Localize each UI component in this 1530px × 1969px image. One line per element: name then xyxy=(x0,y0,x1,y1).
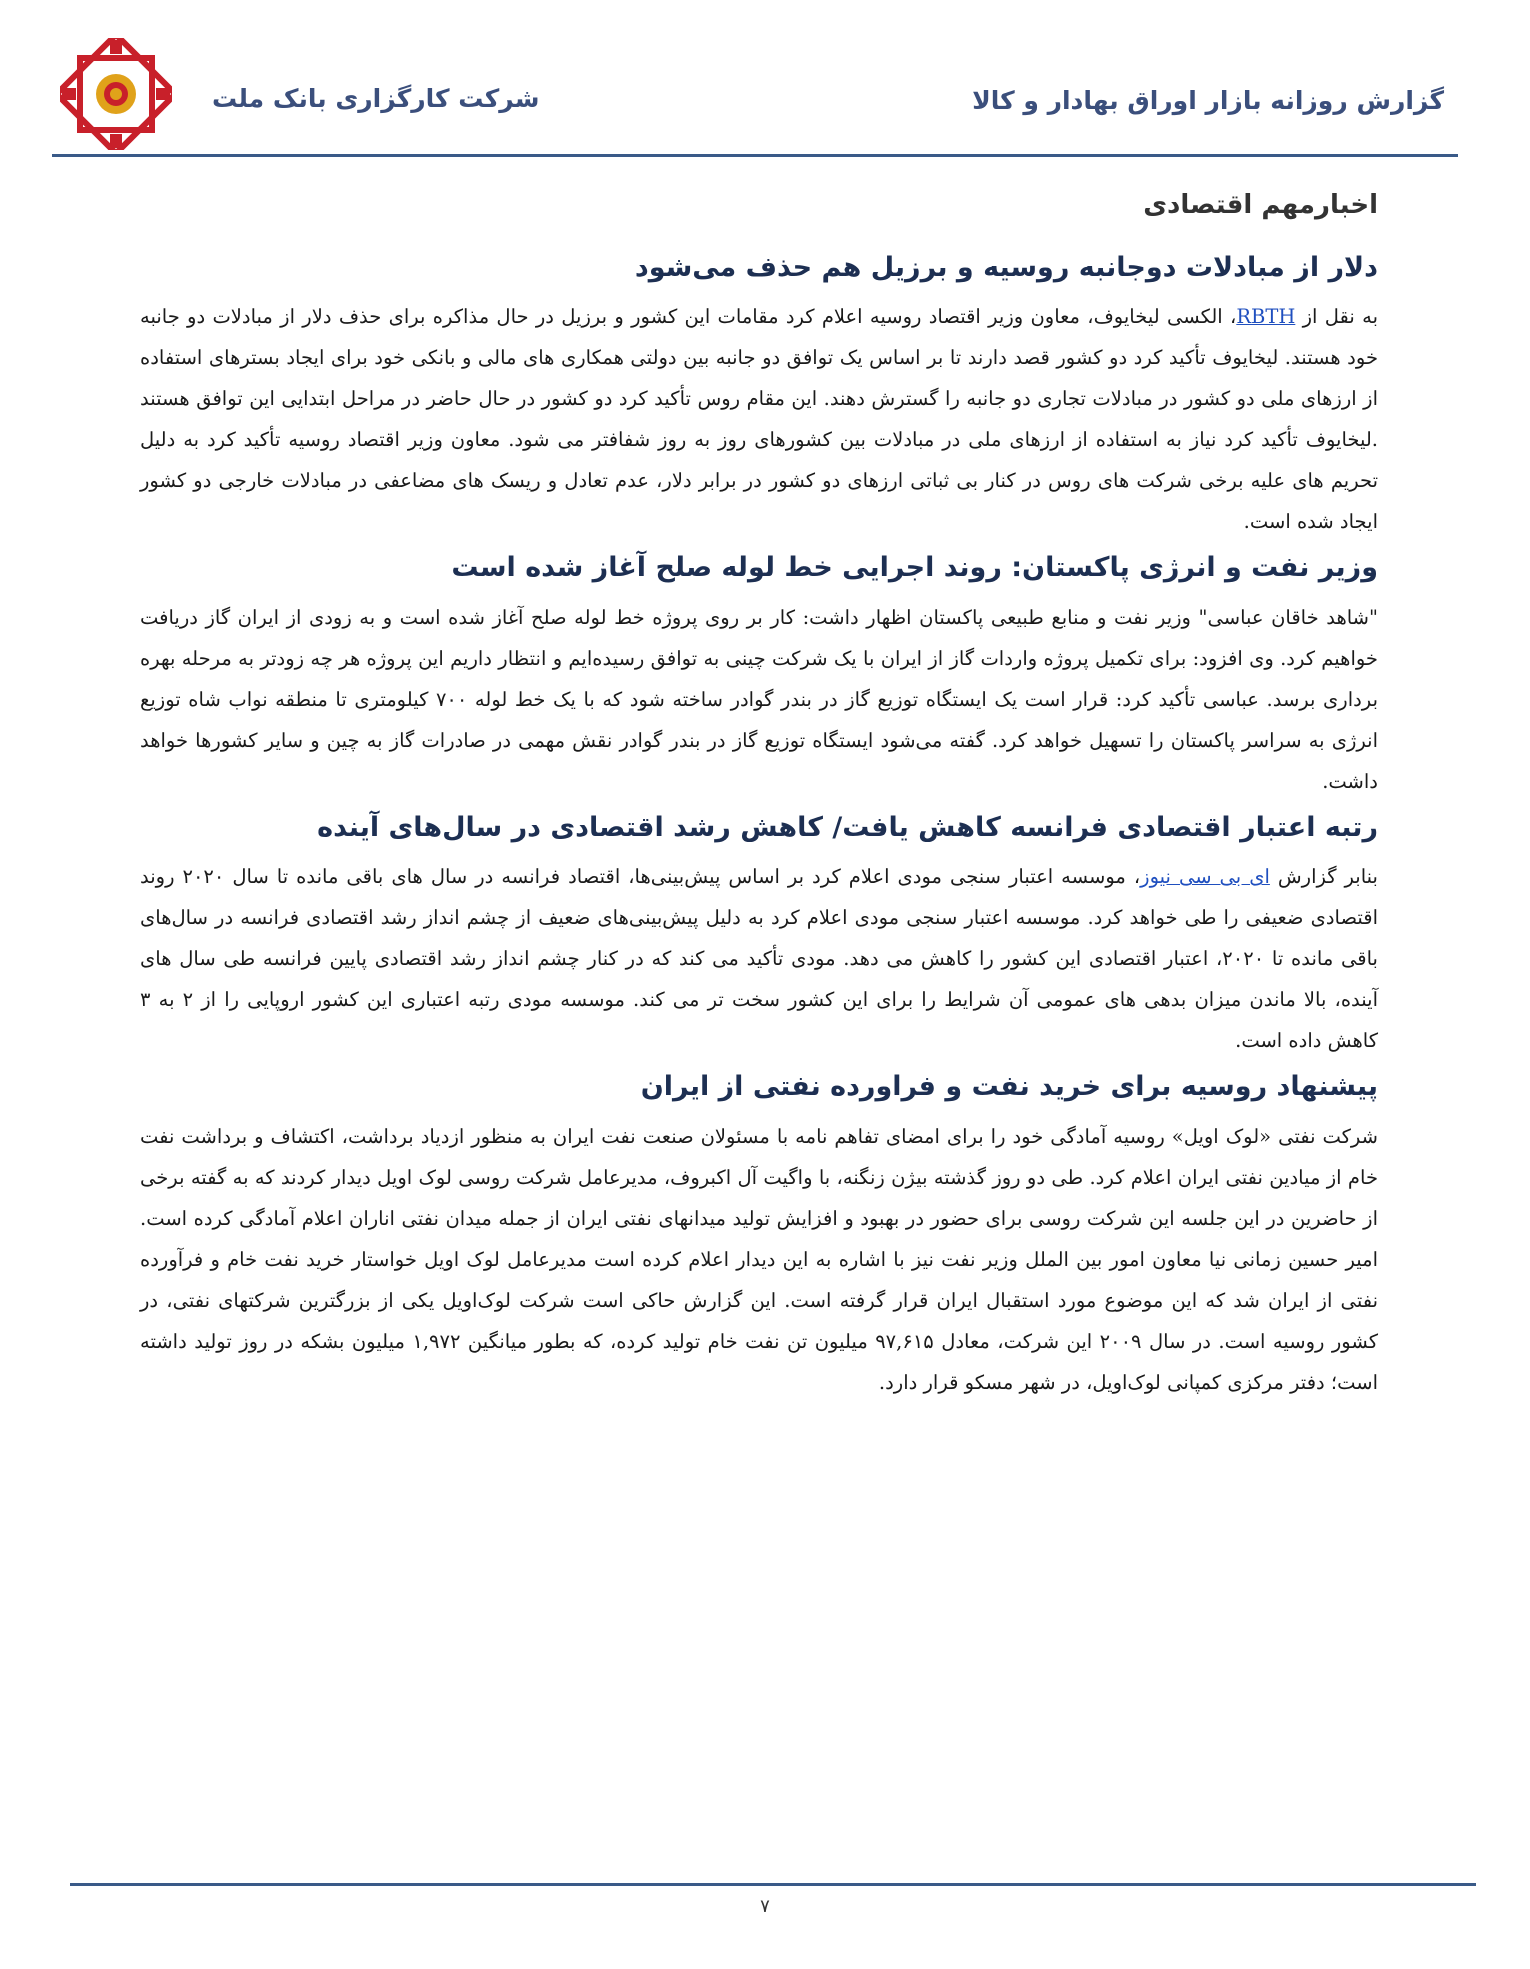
article-title: دلار از مبادلات دوجانبه روسیه و برزیل هم حذف می‌شود xyxy=(634,252,1378,283)
news-content xyxy=(140,180,1378,1411)
page-header xyxy=(52,38,1458,154)
company-name: شرکت کارگزاری بانک ملت xyxy=(212,84,540,113)
article-russia-oil-iran xyxy=(140,1069,1378,1402)
article-body xyxy=(140,296,1378,542)
article-dollar-russia-brazil xyxy=(140,250,1378,542)
article-text: ، الکسی لیخایوف، معاون وزیر اقتصاد روسیه اعلام کرد مقامات این کشور و برزیل در حال مذاکره برای حذف دلار از مبادلات دو جانبه خود هستند. لیخایوف تأکید کرد دو کشور قصد دارند تا بر اساس یک توافق دو جانبه بین دولتی همکاری های مالی و بانکی خود برای ایجاد بسترهای استفاده از ارزهای ملی دو کشور در مبادلات تجاری دو جانبه را گسترش دهند. این مقام روس تأکید کرد دو کشور در حال حاضر در مراحل ابتدایی این توافق هستند .لیخایوف تأکید کرد نیاز به استفاده از ارزهای ملی در مبادلات بین کشورهای روز به روز شفافتر می شود. معاون وزیر اقتصاد روسیه تأکید کرد به دلیل تحریم های علیه برخی شرکت های روس در کنار بی ثباتی ارزهای دو کشور در برابر دلار، عدم تعادل و ریسک های مضاعفی در مبادلات خارجی دو کشور ایجاد شده است. xyxy=(140,305,1378,534)
bank-mellat-logo xyxy=(60,38,172,150)
article-body: شرکت نفتی «لوک اویل» روسیه آمادگی خود را برای امضای تفاهم نامه با مسئولان صنعت نفت ایران به منظور ازدیاد برداشت، اکتشاف و برداشت نفت خام از میادین نفتی ایران اعلام کرد. طی دو روز گذشته بیژن زنگنه، با واگیت آل اکبروف، مدیرعامل شرکت روسی لوک اویل دیدار کردند که به گفته برخی از حاضرین در این جلسه این شرکت روسی برای حضور در بهبود و افزایش تولید میدانهای نفتی ایران از جمله میدان نفتی اناران اعلام آمادگی کرده است. امیر حسین زمانی نیا معاون امور بین الملل وزیر نفت نیز با اشاره به این دیدار اعلام کرده است مدیرعامل لوک اویل خواستار خرید نفت خام و فرآورده نفتی از ایران شد که این موضوع مورد استقبال ایران قرار گرفته است. این گزارش حاکی است شرکت لوک‌اویل یکی از بزرگترین شرکتهای نفتی، در کشور روسیه است. در سال ۲۰۰۹ این شرکت، معادل ۹۷,۶۱۵ میلیون تن نفت خام تولید کرده، که بطور میانگین ۱,۹۷۲ میلیون بشکه در روز تولید داشته است؛ دفتر مرکزی کمپانی لوک‌اویل، در شهر مسکو قرار دارد. xyxy=(140,1124,1379,1394)
article-pakistan-pipeline xyxy=(140,550,1378,801)
article-body xyxy=(140,856,1378,1061)
header-divider xyxy=(52,154,1458,157)
article-body: "شاهد خاقان عباسی" وزیر نفت و منابع طبیعی پاکستان اظهار داشت: کار بر روی پروژه خط لوله صلح آغاز شده است و به زودی از ایران گاز دریافت خواهیم کرد. وی افزود: برای تکمیل پروژه واردات گاز از ایران با یک شرکت چینی به توافق رسیده‌ایم و انتظار داریم این پروژه هر چه زودتر به مرحله بهره برداری برسد. عباسی تأکید کرد: قرار است یک ایستگاه توزیع گاز در بندر گوادر ساخته شود که با یک خط لوله ۷۰۰ کیلومتری تا منطقه نواب شاه توزیع انرژی به سراسر پاکستان را تسهیل خواهد کرد. گفته می‌شود ایستگاه توزیع گاز در بندر گوادر نقش مهمی در صادرات گاز به چین و سایر کشورها خواهد داشت. xyxy=(140,605,1378,793)
logo-emblem-icon xyxy=(60,38,172,150)
article-text: ، موسسه اعتبار سنجی مودی اعلام کرد بر اساس پیش‌بینی‌ها، اقتصاد فرانسه در سال های باقی مانده تا سال ۲۰۲۰ روند اقتصادی ضعیفی را طی خواهد کرد. موسسه اعتبار سنجی مودی اعلام کرد به دلیل پیش‌بینی‌های ضعیف از چشم انداز رشد اقتصادی فرانسه در سال‌های باقی مانده تا ۲۰۲۰، اعتبار اقتصادی این کشور را کاهش می دهد. مودی تأکید می کند که در کنار چشم انداز رشد اقتصادی پایین فرانسه طی سال های آینده، بالا ماندن میزان بدهی های عمومی آن شرایط را برای این کشور سخت تر می کند. موسسه مودی رتبه اعتباری این کشور اروپایی را از ۲ به ۳ کاهش داده است. xyxy=(140,865,1378,1053)
article-title: رتبه اعتبار اقتصادی فرانسه کاهش یافت/ کاهش رشد اقتصادی در سال‌های آینده xyxy=(317,811,1378,843)
article-title: وزیر نفت و انرژی پاکستان: روند اجرایی خط لوله صلح آغاز شده است xyxy=(451,552,1378,584)
page-number: ۷ xyxy=(760,1896,770,1917)
abc-news-link[interactable]: ای بی سی نیوز xyxy=(1140,865,1270,889)
footer-divider xyxy=(70,1883,1476,1886)
section-title: اخبارمهم اقتصادی xyxy=(1143,190,1378,220)
article-text: بنابر گزارش xyxy=(1269,865,1378,889)
article-text: به نقل از xyxy=(1295,305,1378,329)
article-france-rating xyxy=(140,810,1378,1061)
article-title: پیشنهاد روسیه برای خرید نفت و فراورده نفتی از ایران xyxy=(640,1071,1378,1103)
rbth-link[interactable]: RBTH xyxy=(1236,305,1296,329)
report-title: گزارش روزانه بازار اوراق بهادار و کالا xyxy=(972,86,1444,115)
